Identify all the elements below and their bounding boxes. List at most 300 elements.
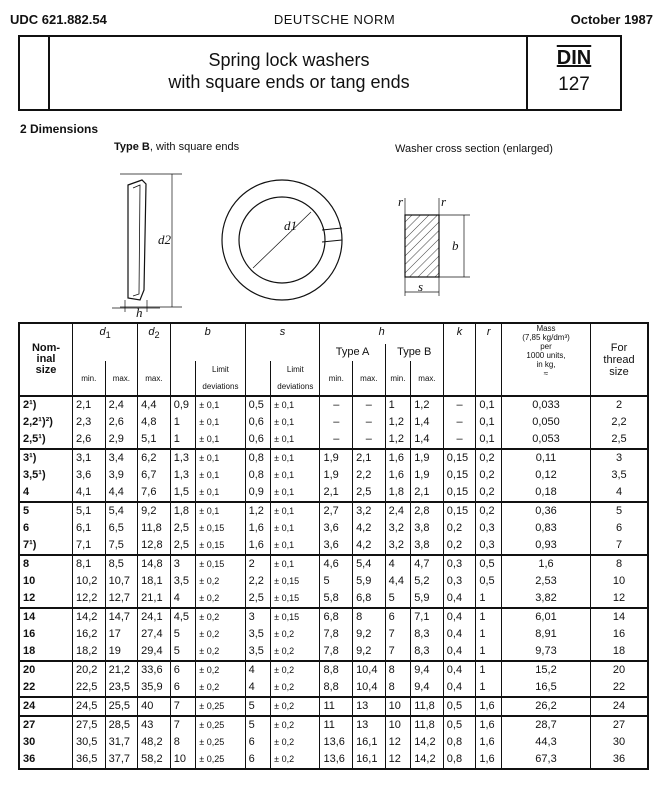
table-cell: 14 [19,608,73,626]
table-cell: 10 [591,573,649,590]
table-cell: 0,4 [443,643,476,661]
table-cell: 8,5 [105,555,138,573]
table-row [19,414,648,431]
table-cell: 1,2 [245,502,271,520]
table-cell: 0,033 [502,396,591,414]
table-cell: 2,2 [245,573,271,590]
table-cell: ± 0,15 [196,537,245,555]
section-heading: 2 Dimensions [20,122,99,136]
table-cell: 1,3 [170,467,196,484]
table-cell: 6 [245,751,271,769]
table-row [19,697,648,716]
table-cell: 24 [19,697,73,716]
table-cell: 4,7 [411,555,444,573]
type-b-label: Type B [114,141,150,153]
table-cell: 4,4 [385,573,411,590]
table-row [19,626,648,643]
col-s: s [245,323,320,344]
table-cell: 1,9 [320,467,353,484]
table-cell: 5,2 [411,573,444,590]
table-cell: 4 [245,679,271,697]
cross-section-caption: Washer cross section (enlarged) [395,143,553,155]
table-cell: 12,8 [138,537,171,555]
table-cell: 3,6 [320,537,353,555]
table-cell: ± 0,1 [271,396,320,414]
col-b: b [170,323,245,344]
table-cell: 14,7 [105,608,138,626]
label-r-right: r [441,194,447,209]
table-cell: 0,11 [502,449,591,467]
din-box [526,37,620,109]
table-cell: 5 [245,716,271,734]
table-cell: 18 [591,643,649,661]
table-cell: 0,3 [443,573,476,590]
table-cell: 1,6 [476,697,502,716]
table-cell: 5,8 [320,590,353,608]
table-cell: 11,8 [138,520,171,537]
table-cell: 27 [19,716,73,734]
table-cell: ± 0,2 [271,679,320,697]
table-row [19,716,648,734]
table-row [19,573,648,590]
table-cell: 2,5¹) [19,431,73,449]
table-cell: 3,2 [385,520,411,537]
table-cell: 8,1 [73,555,106,573]
table-cell: – [353,431,386,449]
table-cell: 6,8 [320,608,353,626]
table-cell: 13,6 [320,734,353,751]
table-cell: 1,4 [411,431,444,449]
table-cell: 1,9 [411,449,444,467]
table-cell: 0,3 [476,537,502,555]
table-cell: 2,5 [170,520,196,537]
table-cell: 10,7 [105,573,138,590]
table-cell: ± 0,1 [196,484,245,502]
table-cell: 1,6 [476,716,502,734]
table-cell: ± 0,2 [271,734,320,751]
table-cell: 2,4 [105,396,138,414]
table-cell: 4,4 [105,484,138,502]
table-cell: 8,8 [320,661,353,679]
table-cell: 0,2 [476,484,502,502]
table-cell: 10 [385,716,411,734]
table-cell: 5 [591,502,649,520]
col-k: k [443,323,476,344]
table-cell: 48,2 [138,734,171,751]
table-cell: – [353,414,386,431]
table-cell: 10,4 [353,679,386,697]
table-row [19,431,648,449]
table-cell: 2,9 [105,431,138,449]
sub-min: min. [73,361,106,396]
sub-limit: Limit deviations [271,361,320,396]
table-cell: 14,8 [138,555,171,573]
table-cell: 12 [385,751,411,769]
din-number: 127 [558,74,590,95]
table-cell: – [443,431,476,449]
table-cell: 10 [19,573,73,590]
table-cell: 3,6 [73,467,106,484]
table-cell: 0,36 [502,502,591,520]
table-cell: 3,8 [411,520,444,537]
table-cell: 0,2 [443,520,476,537]
table-cell: 13 [353,697,386,716]
sub-min: min. [320,361,353,396]
table-cell: 16,5 [502,679,591,697]
table-cell: 16 [591,626,649,643]
table-cell: 1,8 [385,484,411,502]
table-cell: 2,8 [411,502,444,520]
table-cell: 5,4 [105,502,138,520]
table-cell: 14,2 [411,734,444,751]
table-cell: 4 [591,484,649,502]
table-cell: 0,15 [443,484,476,502]
table-cell: 11,8 [411,697,444,716]
table-cell: 8 [353,608,386,626]
table-cell: 40 [138,697,171,716]
table-cell: 2,2 [591,414,649,431]
table-cell: 3,2 [385,537,411,555]
table-cell: 7 [170,716,196,734]
table-cell: 5 [170,626,196,643]
table-cell: 12,2 [73,590,106,608]
table-cell: 5,1 [138,431,171,449]
table-cell: 8,8 [320,679,353,697]
table-cell: 30 [19,734,73,751]
table-cell: 0,5 [443,697,476,716]
table-cell: 5 [245,697,271,716]
table-cell: 2,2 [353,467,386,484]
table-cell: – [443,396,476,414]
page-header [10,12,659,32]
table-cell: ± 0,1 [196,414,245,431]
table-cell: 22 [19,679,73,697]
table-cell: 10,4 [353,661,386,679]
table-cell: 4,2 [353,537,386,555]
table-cell: 44,3 [502,734,591,751]
table-cell: ± 0,2 [196,573,245,590]
table-cell: ± 0,25 [196,697,245,716]
type-b-desc: , with square ends [149,141,240,153]
table-cell: ± 0,25 [196,716,245,734]
table-cell: 27,5 [73,716,106,734]
table-cell: 0,4 [443,679,476,697]
table-cell: 20 [591,661,649,679]
table-cell: ± 0,2 [271,626,320,643]
table-cell: 4,2 [353,520,386,537]
table-row [19,643,648,661]
table-cell: 4 [245,661,271,679]
table-cell: 7 [591,537,649,555]
table-cell: 1,8 [170,502,196,520]
table-cell: 8,3 [411,626,444,643]
table-cell: 7 [170,697,196,716]
table-cell: 5,1 [73,502,106,520]
table-cell: ± 0,2 [196,679,245,697]
table-cell: 5 [385,590,411,608]
table-cell: 5,9 [353,573,386,590]
table-cell: 0,8 [443,734,476,751]
table-cell: 2 [591,396,649,414]
dimensions-table [18,322,649,770]
table-cell: 0,2 [443,537,476,555]
table-cell: ± 0,2 [271,697,320,716]
washer-cross-section [405,215,439,277]
table-row [19,751,648,769]
table-cell: 3,6 [320,520,353,537]
table-cell: 6,2 [138,449,171,467]
udc-code: UDC 621.882.54 [10,12,107,27]
table-cell: ± 0,15 [271,590,320,608]
table-cell: 2,4 [385,502,411,520]
table-cell: 13 [353,716,386,734]
table-cell: 1,9 [320,449,353,467]
table-cell: 8,91 [502,626,591,643]
table-cell: 5,4 [353,555,386,573]
table-cell: 23,5 [105,679,138,697]
table-cell: 0,12 [502,467,591,484]
title-left-cell [20,37,50,109]
table-cell: – [320,431,353,449]
table-cell: 3,1 [73,449,106,467]
table-cell: 1,6 [245,520,271,537]
table-cell: 16,1 [353,751,386,769]
table-cell: 9,2 [353,626,386,643]
table-cell: 22 [591,679,649,697]
table-cell: 17 [105,626,138,643]
table-cell: 27 [591,716,649,734]
table-cell: 20 [19,661,73,679]
table-cell: 30,5 [73,734,106,751]
table-cell: 0,93 [502,537,591,555]
table-cell: 5 [19,502,73,520]
type-b-caption [114,141,239,153]
table-cell: 4,4 [138,396,171,414]
table-row [19,520,648,537]
table-cell: ± 0,1 [271,537,320,555]
table-cell: 6,1 [73,520,106,537]
col-h: h [320,323,443,344]
table-cell: 4 [385,555,411,573]
sub-max: max. [105,361,138,396]
table-cell: 1,2 [385,431,411,449]
table-cell: 1 [476,608,502,626]
table-cell: ± 0,2 [271,716,320,734]
table-cell: 43 [138,716,171,734]
washer-side-view [128,180,146,300]
table-cell: 4,6 [320,555,353,573]
table-cell: 6,01 [502,608,591,626]
washer-figure [0,160,669,320]
table-cell: 18,1 [138,573,171,590]
table-cell: 0,4 [443,590,476,608]
table-cell: ± 0,15 [271,573,320,590]
table-cell: 2,1 [411,484,444,502]
table-cell: – [353,396,386,414]
table-cell: 15,2 [502,661,591,679]
table-cell: 2,6 [105,414,138,431]
col-type-b: Type B [385,344,443,361]
table-cell: 33,6 [138,661,171,679]
table-cell: 4,1 [73,484,106,502]
table-cell: 3¹) [19,449,73,467]
table-cell: 21,1 [138,590,171,608]
table-cell: ± 0,1 [271,467,320,484]
label-r-left: r [398,194,404,209]
table-cell: – [443,414,476,431]
table-cell: 13,6 [320,751,353,769]
table-cell: ± 0,1 [196,396,245,414]
table-cell: 2,6 [73,431,106,449]
table-row [19,608,648,626]
issue-date: October 1987 [570,12,653,27]
table-cell: 2,53 [502,573,591,590]
table-cell: 9,2 [353,643,386,661]
table-cell: 0,4 [443,661,476,679]
table-cell: 1,6 [502,555,591,573]
table-cell: 2,2¹)²) [19,414,73,431]
table-cell: 0,1 [476,396,502,414]
table-cell: 18,2 [73,643,106,661]
table-cell: 5 [170,643,196,661]
table-cell: 12 [591,590,649,608]
table-cell: 14,2 [411,751,444,769]
table-cell: 4,5 [170,608,196,626]
table-cell: 0,15 [443,502,476,520]
table-cell: 26,2 [502,697,591,716]
table-cell: 0,6 [245,431,271,449]
table-cell: 3,5 [170,573,196,590]
table-cell: 1 [476,643,502,661]
title-box [18,35,622,111]
table-cell: 2,1 [320,484,353,502]
table-cell: 24,5 [73,697,106,716]
table-cell: ± 0,15 [271,608,320,626]
sub-max: max. [138,361,171,396]
table-cell: ± 0,2 [271,643,320,661]
table-cell: ± 0,2 [271,661,320,679]
table-cell: 0,9 [245,484,271,502]
table-cell: 6 [170,661,196,679]
table-cell: 0,5 [476,573,502,590]
deutsche-norm-label: DEUTSCHE NORM [273,12,396,27]
table-cell: 0,8 [245,467,271,484]
table-cell: 0,2 [476,449,502,467]
table-body [19,396,648,769]
table-cell: 3,5 [245,626,271,643]
table-cell: 7¹) [19,537,73,555]
table-cell: 3,82 [502,590,591,608]
table-cell: 10 [170,751,196,769]
table-cell: 0,8 [245,449,271,467]
table-cell: 1 [170,431,196,449]
table-cell: 9,4 [411,661,444,679]
table-cell: 7,1 [411,608,444,626]
sub-max: max. [411,361,444,396]
table-cell: 21,2 [105,661,138,679]
table-cell: ± 0,1 [196,431,245,449]
table-cell: 37,7 [105,751,138,769]
table-cell: ± 0,2 [196,661,245,679]
table-cell: 3,9 [105,467,138,484]
table-cell: 0,5 [476,555,502,573]
table-cell: 16,1 [353,734,386,751]
table-cell: 1,4 [411,414,444,431]
table-cell: 1 [385,396,411,414]
table-cell: 9,4 [411,679,444,697]
table-cell: 16,2 [73,626,106,643]
table-cell: ± 0,15 [196,555,245,573]
table-cell: 1,6 [245,537,271,555]
table-cell: 36 [591,751,649,769]
table-cell: 0,1 [476,414,502,431]
title-line-1: Spring lock washers [208,50,370,70]
table-cell: 1 [476,626,502,643]
table-cell: 3,5 [245,643,271,661]
table-cell: 0,1 [476,431,502,449]
table-cell: ± 0,2 [196,608,245,626]
label-d1: d1 [284,218,297,233]
table-cell: 8 [591,555,649,573]
table-cell: 6 [591,520,649,537]
table-cell: 0,15 [443,449,476,467]
table-cell: ± 0,1 [271,502,320,520]
table-cell: 30 [591,734,649,751]
table-cell: 12 [19,590,73,608]
table-cell: 0,2 [476,467,502,484]
table-cell: 0,2 [476,502,502,520]
table-cell: 7,8 [320,643,353,661]
din-logo: DIN [556,47,592,69]
table-cell: 10,2 [73,573,106,590]
table-cell: 18 [19,643,73,661]
table-cell: 0,83 [502,520,591,537]
table-cell: 6 [19,520,73,537]
table-cell: 3,4 [105,449,138,467]
table-cell: 58,2 [138,751,171,769]
table-cell: 1 [170,414,196,431]
table-cell: 12 [385,734,411,751]
table-cell: 8,3 [411,643,444,661]
table-cell: 10 [385,697,411,716]
table-cell: 11 [320,697,353,716]
table-cell: 1,6 [385,467,411,484]
table-cell: ± 0,15 [196,520,245,537]
table-cell: ± 0,25 [196,751,245,769]
table-row [19,502,648,520]
table-cell: 6 [170,679,196,697]
table-cell: 0,5 [443,716,476,734]
table-cell: 6,7 [138,467,171,484]
col-nominal-size: Nom- inal size [19,323,73,396]
table-cell: ± 0,1 [196,467,245,484]
label-b: b [452,238,459,253]
table-cell: 2 [245,555,271,573]
table-cell: 6,8 [353,590,386,608]
col-mass: Mass (7,85 kg/dm³) per 1000 units, in kg, ≈ [502,323,591,396]
table-cell: 3,5¹) [19,467,73,484]
table-cell: 2,5 [353,484,386,502]
table-cell: 8 [170,734,196,751]
table-cell: 1,5 [170,484,196,502]
table-cell: ± 0,25 [196,734,245,751]
table-cell: 2,5 [170,537,196,555]
table-cell: 1,6 [476,751,502,769]
label-d2: d2 [158,232,171,247]
table-cell: 1 [476,679,502,697]
table-cell: 36 [19,751,73,769]
col-d2: $d_2$ [138,323,171,344]
